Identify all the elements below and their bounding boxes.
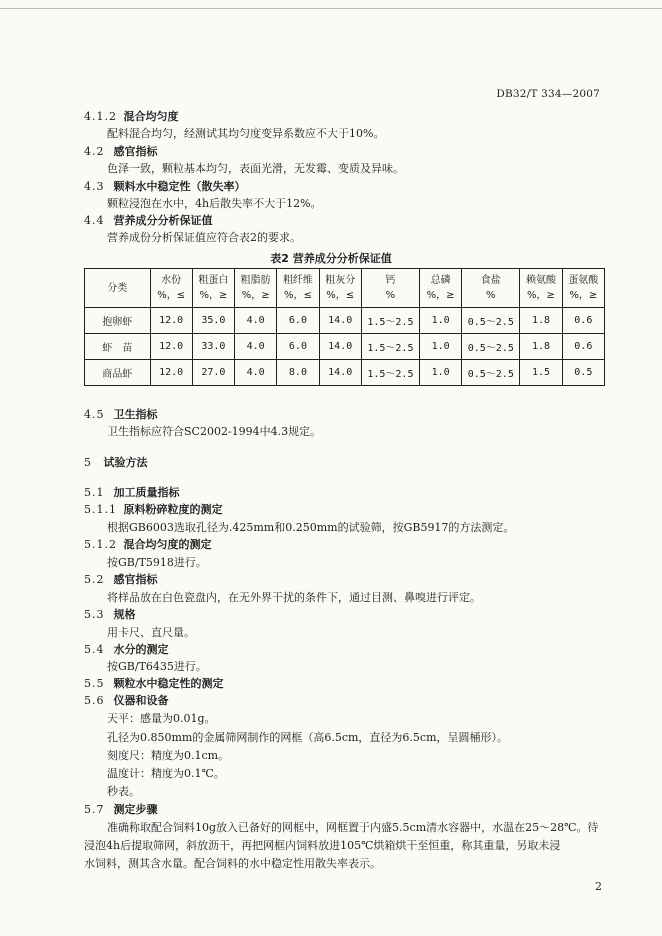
- section-4-4-heading: 4.4 营养成分分析保证值: [84, 214, 213, 227]
- table-value-cell: 14.0: [319, 360, 361, 386]
- header-label: 分类: [107, 282, 128, 294]
- section-5-1-1-text: 根据GB6003选取孔径为.425mm和0.250mm的试验筛，按GB5917的方法测定。: [107, 521, 515, 534]
- header-unit: %: [385, 290, 396, 301]
- table-row: [85, 334, 605, 360]
- header-label: 粗蛋白: [198, 275, 229, 286]
- section-5-5-heading: 5.5 颗粒水中稳定性的测定: [84, 677, 224, 690]
- table-value-cell: 6.0: [277, 308, 319, 334]
- table-value-cell: 4.0: [235, 308, 277, 334]
- section-5-heading: 5 试验方法: [84, 456, 148, 469]
- table-value-cell: 33.0: [192, 334, 234, 360]
- section-5-2-heading: 5.2 感官指标: [84, 573, 158, 586]
- table-value-cell: 0.5: [562, 360, 604, 386]
- section-4-2-text: 色泽一致，颗粒基本均匀，表面光滑，无发霉、变质及异味。: [107, 162, 404, 175]
- table-header-cell: [562, 269, 604, 308]
- header-unit: %: [486, 290, 496, 301]
- header-label: 粗灰分: [325, 275, 356, 286]
- section-4-4-text: 营养成份分析保证值应符合表2的要求。: [107, 231, 301, 244]
- section-5-7-heading: 5.7 测定步骤: [84, 803, 158, 816]
- header-unit: %，≥: [199, 290, 228, 301]
- table-value-cell: 1.8: [520, 334, 562, 360]
- section-5-3-text: 用卡尺、直尺量。: [107, 626, 195, 639]
- nutrition-table: [84, 268, 605, 386]
- table-row: [85, 308, 605, 334]
- table-header-cell: [192, 269, 234, 308]
- table-value-cell: 4.0: [235, 360, 277, 386]
- table-value-cell: 4.0: [235, 334, 277, 360]
- table-value-cell: 0.6: [562, 334, 604, 360]
- section-5-1-1-heading: 5.1.1 原料粉碎粒度的测定: [84, 503, 223, 516]
- section-4-5-text: 卫生指标应符合SC2002-1994中4.3规定。: [107, 425, 322, 438]
- header-label: 总磷: [430, 275, 451, 286]
- header-unit: %，≤: [284, 290, 312, 301]
- header-label: 钙: [385, 275, 396, 286]
- section-5-7-text-line: 准确称取配合饲料10g放入已备好的网框中，网框置于内盛5.5cm清水容器中，水温在25～28℃。待: [107, 821, 599, 834]
- equipment-item: 天平：感量为0.01g。: [107, 712, 216, 725]
- table-value-cell: 1.5～2.5: [361, 360, 419, 386]
- section-4-3-heading: 4.3 颗料水中稳定性（散失率）: [84, 180, 246, 193]
- section-5-4-text: 按GB/T6435进行。: [107, 660, 207, 673]
- table-header-cell: [419, 269, 461, 308]
- equipment-item: 温度计：精度为0.1℃。: [107, 767, 225, 780]
- table-header-cell: [235, 269, 277, 308]
- table-value-cell: 14.0: [319, 334, 361, 360]
- table-header-row: [85, 269, 605, 308]
- equipment-item: 孔径为0.850mm的金属筛网制作的网框（高6.5cm，直径为6.5cm，呈圆桶形）。: [107, 731, 509, 744]
- table-value-cell: 12.0: [150, 334, 192, 360]
- table-value-cell: 1.0: [419, 360, 461, 386]
- section-5-1-2-heading: 5.1.2 混合均匀度的测定: [84, 538, 212, 551]
- table-category-cell: 抱卵虾: [85, 308, 151, 334]
- table-caption: 表2 营养成分分析保证值: [270, 252, 392, 265]
- table-value-cell: 8.0: [277, 360, 319, 386]
- section-5-3-heading: 5.3 规格: [84, 608, 136, 621]
- table-value-cell: 6.0: [277, 334, 319, 360]
- section-4-5-heading: 4.5 卫生指标: [84, 408, 158, 421]
- table-header-cell: [150, 269, 192, 308]
- table-value-cell: 1.5: [520, 360, 562, 386]
- section-4-1-2-text: 配料混合均匀，经测试其均匀度变异系数应不大于10%。: [107, 127, 385, 140]
- table-header-cell: [85, 269, 151, 308]
- equipment-item: 秒表。: [107, 785, 140, 798]
- table-value-cell: 1.5～2.5: [361, 308, 419, 334]
- table-row: [85, 360, 605, 386]
- equipment-item: 刻度尺：精度为0.1cm。: [107, 749, 230, 762]
- table-value-cell: 1.0: [419, 308, 461, 334]
- header-label: 赖氨酸: [525, 275, 556, 286]
- table-header-cell: [277, 269, 319, 308]
- table-value-cell: 1.5～2.5: [361, 334, 419, 360]
- section-5-7-text-line: 水饲料，测其含水量。配合饲料的水中稳定性用散失率表示。: [84, 857, 381, 870]
- header-label: 水份: [161, 275, 182, 286]
- table-header-cell: [361, 269, 419, 308]
- header-label: 食盐: [480, 275, 501, 286]
- header-unit: %，≥: [527, 290, 555, 301]
- section-5-2-text: 将样品放在白色瓷盘内，在无外界干扰的条件下，通过目测、鼻嗅进行评定。: [107, 591, 481, 604]
- header-unit: %，≥: [426, 290, 455, 301]
- section-5-1-2-text: 按GB/T5918进行。: [107, 556, 207, 569]
- table-value-cell: 0.5～2.5: [462, 308, 520, 334]
- header-label: 蛋氨酸: [568, 275, 599, 286]
- header-unit: %，≤: [326, 290, 355, 301]
- table-category-cell: 虾 苗: [85, 334, 151, 360]
- table-value-cell: 12.0: [150, 360, 192, 386]
- section-5-1-heading: 5.1 加工质量指标: [84, 486, 180, 499]
- section-5-6-heading: 5.6 仪器和设备: [84, 694, 169, 707]
- section-4-1-2-heading: 4.1.2 混合均匀度: [84, 110, 179, 123]
- table-value-cell: 14.0: [319, 308, 361, 334]
- section-5-7-text-line: 浸泡4h后提取筛网，斜放沥干，再把网框内饲料放进105℃烘箱烘干至恒重，称其重量，另取未浸: [84, 839, 561, 852]
- document-code: DB32/T 334—2007: [496, 88, 600, 100]
- table-value-cell: 27.0: [192, 360, 234, 386]
- table-value-cell: 0.5～2.5: [462, 360, 520, 386]
- header-unit: %，≥: [241, 290, 270, 301]
- table-value-cell: 35.0: [192, 308, 234, 334]
- section-4-2-heading: 4.2 感官指标: [84, 145, 158, 158]
- header-unit: %，≤: [157, 290, 186, 301]
- table-value-cell: 0.6: [562, 308, 604, 334]
- header-unit: %，≥: [569, 290, 598, 301]
- top-border-line: [0, 8, 662, 9]
- section-5-4-heading: 5.4 水分的测定: [84, 643, 169, 656]
- table-value-cell: 1.8: [520, 308, 562, 334]
- table-header-cell: [462, 269, 520, 308]
- header-label: 粗纤维: [282, 275, 313, 286]
- page-number: 2: [595, 880, 602, 893]
- table-value-cell: 12.0: [150, 308, 192, 334]
- table-value-cell: 0.5～2.5: [462, 334, 520, 360]
- table-header-cell: [319, 269, 361, 308]
- table-value-cell: 1.0: [419, 334, 461, 360]
- header-label: 粗脂肪: [240, 275, 271, 286]
- table-header-cell: [520, 269, 562, 308]
- table-category-cell: 商品虾: [85, 360, 151, 386]
- section-4-3-text: 颗粒浸泡在水中，4h后散失率不大于12%。: [107, 197, 322, 210]
